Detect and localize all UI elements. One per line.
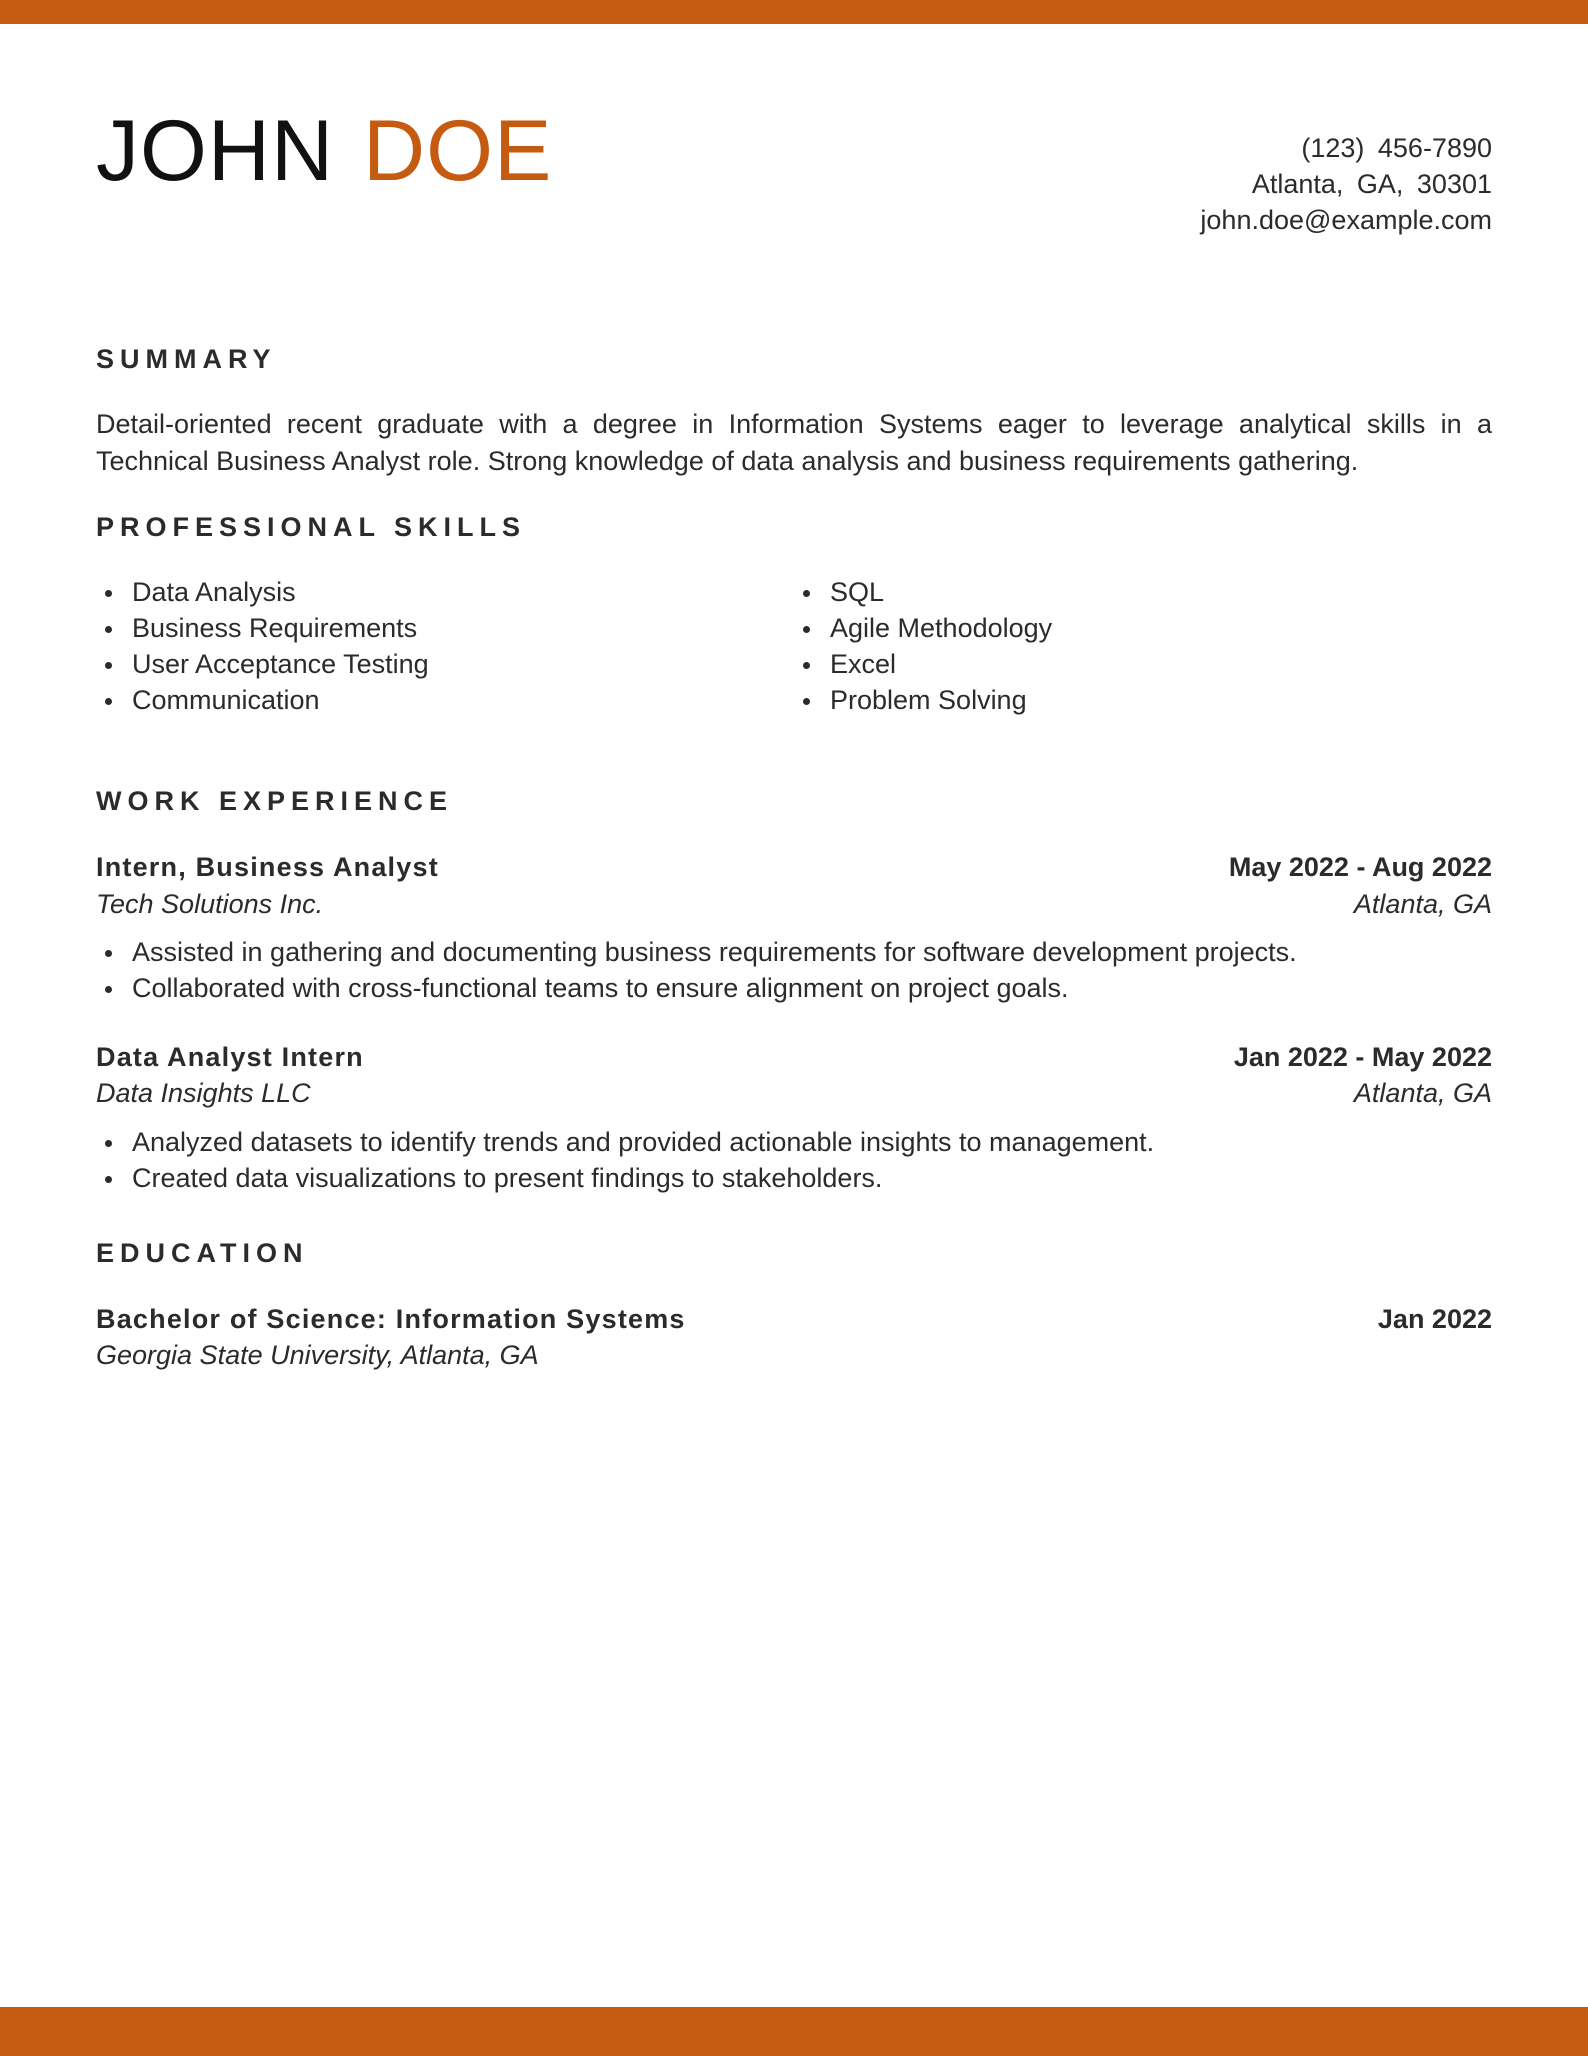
school: Georgia State University, Atlanta, GA bbox=[96, 1340, 539, 1370]
graduation-date: Jan 2022 bbox=[1377, 1304, 1492, 1334]
job-header bbox=[96, 1039, 1492, 1075]
degree: Bachelor of Science: Information Systems bbox=[96, 1304, 686, 1334]
top-accent-bar bbox=[0, 0, 1588, 24]
education-subheader bbox=[96, 1337, 1492, 1373]
skill-item: Agile Methodology bbox=[794, 610, 1052, 646]
job-bullets bbox=[96, 1124, 1154, 1196]
education-heading: EDUCATION bbox=[96, 1238, 309, 1268]
job-dates: May 2022 - Aug 2022 bbox=[1228, 852, 1492, 882]
education-header bbox=[96, 1301, 1492, 1337]
job-subheader bbox=[96, 1075, 1492, 1111]
skills-list-left bbox=[96, 574, 429, 718]
job-header bbox=[96, 849, 1492, 885]
job-bullet: Collaborated with cross-functional teams to ensure alignment on project goals. bbox=[96, 970, 1297, 1006]
job-bullet: Assisted in gathering and documenting business requirements for software development projects. bbox=[96, 934, 1297, 970]
job-role: Intern, Business Analyst bbox=[96, 852, 439, 882]
summary-text: Detail-oriented recent graduate with a degree in Information Systems eager to leverage analytical skills in a Technical Business Analyst role. Strong knowledge of data analysis and business requirements gathering. bbox=[96, 409, 1492, 476]
job-bullets bbox=[96, 934, 1297, 1006]
skill-item: SQL bbox=[794, 574, 1052, 610]
skill-item: Business Requirements bbox=[96, 610, 429, 646]
experience-heading: WORK EXPERIENCE bbox=[96, 786, 454, 816]
skill-item: Communication bbox=[96, 682, 429, 718]
phone: (123) 456-7890 bbox=[1301, 133, 1492, 163]
job-location: Atlanta, GA bbox=[1353, 1078, 1492, 1108]
skills-list-right bbox=[794, 574, 1052, 718]
location: Atlanta, GA, 30301 bbox=[1251, 169, 1492, 199]
skill-item: User Acceptance Testing bbox=[96, 646, 429, 682]
job-company: Data Insights LLC bbox=[96, 1078, 311, 1108]
job-location: Atlanta, GA bbox=[1353, 889, 1492, 919]
skill-item: Data Analysis bbox=[96, 574, 429, 610]
job-bullet: Created data visualizations to present findings to stakeholders. bbox=[96, 1160, 1154, 1196]
job-subheader bbox=[96, 886, 1492, 922]
job-company: Tech Solutions Inc. bbox=[96, 889, 324, 919]
job-dates: Jan 2022 - May 2022 bbox=[1233, 1042, 1492, 1072]
contact-info bbox=[1200, 130, 1492, 238]
job-role: Data Analyst Intern bbox=[96, 1042, 364, 1072]
skill-item: Excel bbox=[794, 646, 1052, 682]
first-name: JOHN bbox=[96, 103, 335, 199]
candidate-name bbox=[96, 103, 553, 199]
job-bullet: Analyzed datasets to identify trends and provided actionable insights to management. bbox=[96, 1124, 1154, 1160]
skill-item: Problem Solving bbox=[794, 682, 1052, 718]
last-name: DOE bbox=[363, 103, 553, 199]
email: john.doe@example.com bbox=[1200, 205, 1492, 235]
skills-heading: PROFESSIONAL SKILLS bbox=[96, 512, 527, 542]
summary-heading: SUMMARY bbox=[96, 344, 277, 374]
bottom-accent-bar bbox=[0, 2007, 1588, 2056]
